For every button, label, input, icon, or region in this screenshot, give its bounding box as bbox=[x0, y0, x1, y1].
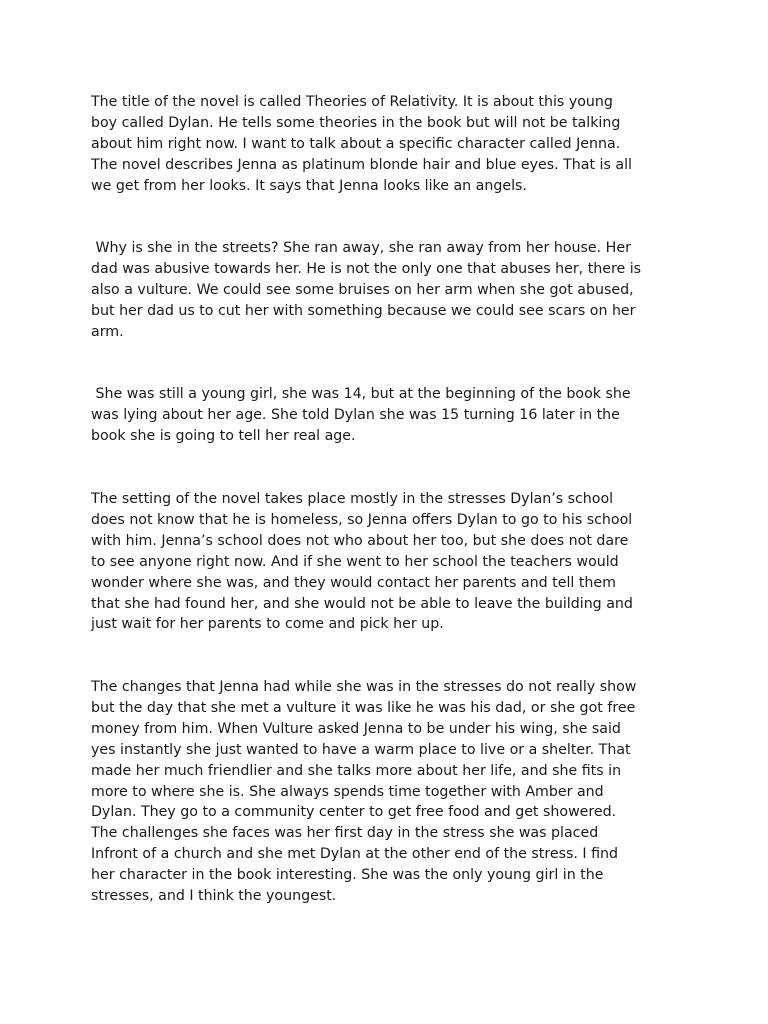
paragraph-why-streets: Why is she in the streets? She ran away, she ran away from her house. Her dad was abusive towards her. He is not the only one that abuses her, there is also a vulture. We could see some bruises on her arm when she got abused, but her dad us to cut her with something because we could see scars on her arm. bbox=[91, 240, 642, 340]
paragraph-title-intro: The title of the novel is called Theories of Relativity. It is about this young boy called Dylan. He tells some theories in the book but will not be talking about him right now. I want to talk about a specific character called Jenna. The novel describes Jenna as platinum blonde hair and blue eyes. That is all we get from her looks. It says that Jenna looks like an angels. bbox=[91, 94, 632, 194]
paragraph-age: She was still a young girl, she was 14, but at the beginning of the book she was lying about her age. She told Dylan she was 15 turning 16 later in the book she is going to tell her real age. bbox=[91, 386, 631, 444]
paragraph-changes: The changes that Jenna had while she was in the stresses do not really show but the day that she met a vulture it was like he was his dad, or she got free money from him. When Vulture asked Jenna to be under his wing, she said yes instantly she just wanted to have a warm place to live or a shelter. That made her much friendlier and she talks more about her life, and she fits in more to where she is. She always spends time together with Amber and Dylan. They go to a community center to get free food and get showered. The challenges she faces was her first day in the stress she was placed Infront of a church and she met Dylan at the other end of the stress. I find her character in the book interesting. She was the only young girl in the stresses, and I think the youngest. bbox=[91, 679, 637, 905]
paragraph-setting: The setting of the novel takes place mostly in the stresses Dylan’s school does not know that he is homeless, so Jenna offers Dylan to go to his school with him. Jenna’s school does not who about her too, but she does not dare to see anyone right now. And if she went to her school the teachers would wonder where she was, and they would contact her parents and tell them that she had found her, and she would not be able to leave the building and just wait for her parents to come and pick her up. bbox=[91, 491, 633, 633]
